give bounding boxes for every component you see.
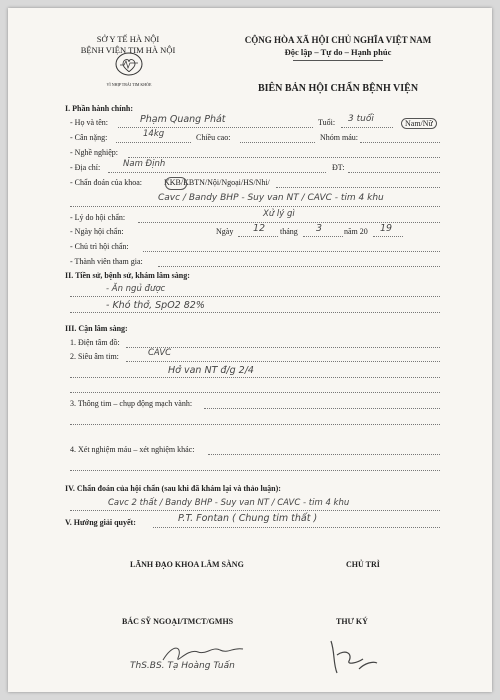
year-label: năm 20 bbox=[344, 227, 368, 236]
document-title: BIÊN BẢN HỘI CHẨN BỆNH VIỆN bbox=[257, 83, 419, 94]
month-value: 3 bbox=[316, 223, 323, 234]
phone-label: ĐT: bbox=[332, 163, 345, 172]
history-rule-2 bbox=[70, 312, 440, 313]
name-value: Phạm Quang Phát bbox=[140, 114, 226, 125]
doctor-signature-title: BÁC SỸ NGOẠI/TMCT/GMHS bbox=[122, 617, 234, 626]
dept-options: KKB/KBTN/Nội/Ngoại/HS/Nhi/ bbox=[164, 178, 270, 187]
ministry-name: SỞ Y TẾ HÀ NỘI bbox=[96, 34, 160, 44]
month-line bbox=[303, 236, 343, 237]
logo-caption: VÌ NHỊP TRÁI TIM KHỎE bbox=[106, 82, 152, 87]
direction-value: P.T. Fontan ( Chung tim thất ) bbox=[178, 513, 318, 524]
date-label: - Ngày hội chẩn: bbox=[70, 227, 124, 236]
ecg-line bbox=[126, 347, 440, 348]
height-line bbox=[240, 142, 315, 143]
dept-diagnosis-label: - Chẩn đoán của khoa: bbox=[70, 178, 142, 187]
motto: Độc lập – Tự do – Hạnh phúc bbox=[284, 47, 392, 57]
document-page bbox=[8, 8, 492, 692]
job-label: - Nghề nghiệp: bbox=[70, 148, 118, 157]
section-diagnosis-heading: IV. Chẩn đoán của hội chẩn (sau khi đã khám lại và thảo luận): bbox=[65, 484, 281, 493]
height-label: Chiều cao: bbox=[196, 133, 231, 142]
labs-label: 4. Xét nghiệm máu – xét nghiệm khác: bbox=[70, 445, 195, 454]
chair-label: - Chủ trì hội chẩn: bbox=[70, 242, 129, 251]
hospital-name: BỆNH VIỆN TIM HÀ NỘI bbox=[80, 45, 176, 55]
republic-title: CỘNG HÒA XÃ HỘI CHỦ NGHĨA VIỆT NAM bbox=[244, 35, 432, 45]
ecg-label: 1. Điện tâm đồ: bbox=[70, 338, 120, 347]
reason-value: Xử lý gì bbox=[263, 209, 295, 219]
reason-label: - Lý do hội chẩn: bbox=[70, 213, 126, 222]
secretary-signature-mark bbox=[323, 633, 383, 678]
reason-line bbox=[138, 222, 440, 223]
section-history-heading: II. Tiền sử, bệnh sử, khám lâm sàng: bbox=[65, 271, 190, 280]
labs-line bbox=[208, 454, 440, 455]
dept-selected-circle bbox=[165, 177, 187, 190]
doctor-name: ThS.BS. Tạ Hoàng Tuấn bbox=[130, 661, 235, 671]
labs-line-2 bbox=[70, 470, 440, 471]
history-line-1: - Ăn ngủ được bbox=[106, 284, 166, 294]
year-line bbox=[373, 236, 403, 237]
history-line-2: - Khó thở, SpO2 82% bbox=[106, 300, 205, 311]
blood-label: Nhóm máu: bbox=[320, 133, 358, 142]
dept-line bbox=[276, 187, 440, 188]
diagnosis-value: Cavc 2 thất / Bandy BHP - Suy van NT / CAVC - tim 4 khu bbox=[108, 498, 350, 508]
echo-label: 2. Siêu âm tim: bbox=[70, 352, 119, 361]
address-line bbox=[108, 172, 326, 173]
echo-value-2: Hở van NT đ/g 2/4 bbox=[168, 365, 254, 376]
day-label: Ngày bbox=[216, 227, 234, 236]
secretary-signature-title: THƯ KÝ bbox=[336, 617, 368, 626]
members-label: - Thành viên tham gia: bbox=[70, 257, 143, 266]
weight-line bbox=[116, 142, 191, 143]
blood-line bbox=[360, 142, 440, 143]
dept-lead-signature-title: LÃNH ĐẠO KHOA LÂM SÀNG bbox=[130, 560, 244, 569]
day-line bbox=[238, 236, 278, 237]
dept-line-2 bbox=[70, 206, 440, 207]
angiography-line-2 bbox=[70, 424, 440, 425]
phone-line bbox=[348, 172, 440, 173]
dept-diagnosis-value: Cavc / Bandy BHP - Suy van NT / CAVC - tim 4 khu bbox=[158, 193, 384, 203]
history-rule-1 bbox=[70, 296, 440, 297]
sex-label: Nam/Nữ bbox=[401, 118, 437, 129]
section-paraclinical-heading: III. Cận lâm sàng: bbox=[65, 324, 128, 333]
age-value: 3 tuổi bbox=[348, 114, 374, 124]
echo-line bbox=[126, 361, 440, 362]
address-label: - Địa chỉ: bbox=[70, 163, 101, 172]
echo-line-3 bbox=[70, 392, 440, 393]
echo-line-2 bbox=[70, 377, 440, 378]
section-admin-heading: I. Phần hành chính: bbox=[65, 104, 134, 113]
day-value: 12 bbox=[253, 223, 266, 234]
diagnosis-line bbox=[70, 510, 440, 511]
echo-value-1: CAVC bbox=[148, 348, 172, 358]
angiography-line bbox=[204, 408, 440, 409]
year-value: 19 bbox=[380, 223, 393, 234]
weight-value: 14kg bbox=[143, 129, 165, 139]
name-label: - Họ và tên: bbox=[70, 118, 108, 127]
month-label: tháng bbox=[280, 227, 298, 236]
chair-signature-title: CHỦ TRÌ bbox=[346, 560, 380, 569]
members-line bbox=[158, 266, 440, 267]
direction-label: V. Hướng giải quyết: bbox=[65, 518, 136, 527]
direction-line bbox=[153, 527, 440, 528]
hospital-logo bbox=[103, 51, 155, 81]
angiography-label: 3. Thông tim – chụp động mạch vành: bbox=[70, 399, 193, 408]
address-value: Nam Định bbox=[123, 159, 166, 169]
age-label: Tuổi: bbox=[318, 118, 336, 127]
age-line bbox=[341, 127, 393, 128]
weight-label: - Cân nặng: bbox=[70, 133, 108, 142]
job-line bbox=[128, 157, 440, 158]
name-line bbox=[118, 127, 313, 128]
chair-line bbox=[143, 251, 440, 252]
motto-underline bbox=[293, 60, 383, 61]
